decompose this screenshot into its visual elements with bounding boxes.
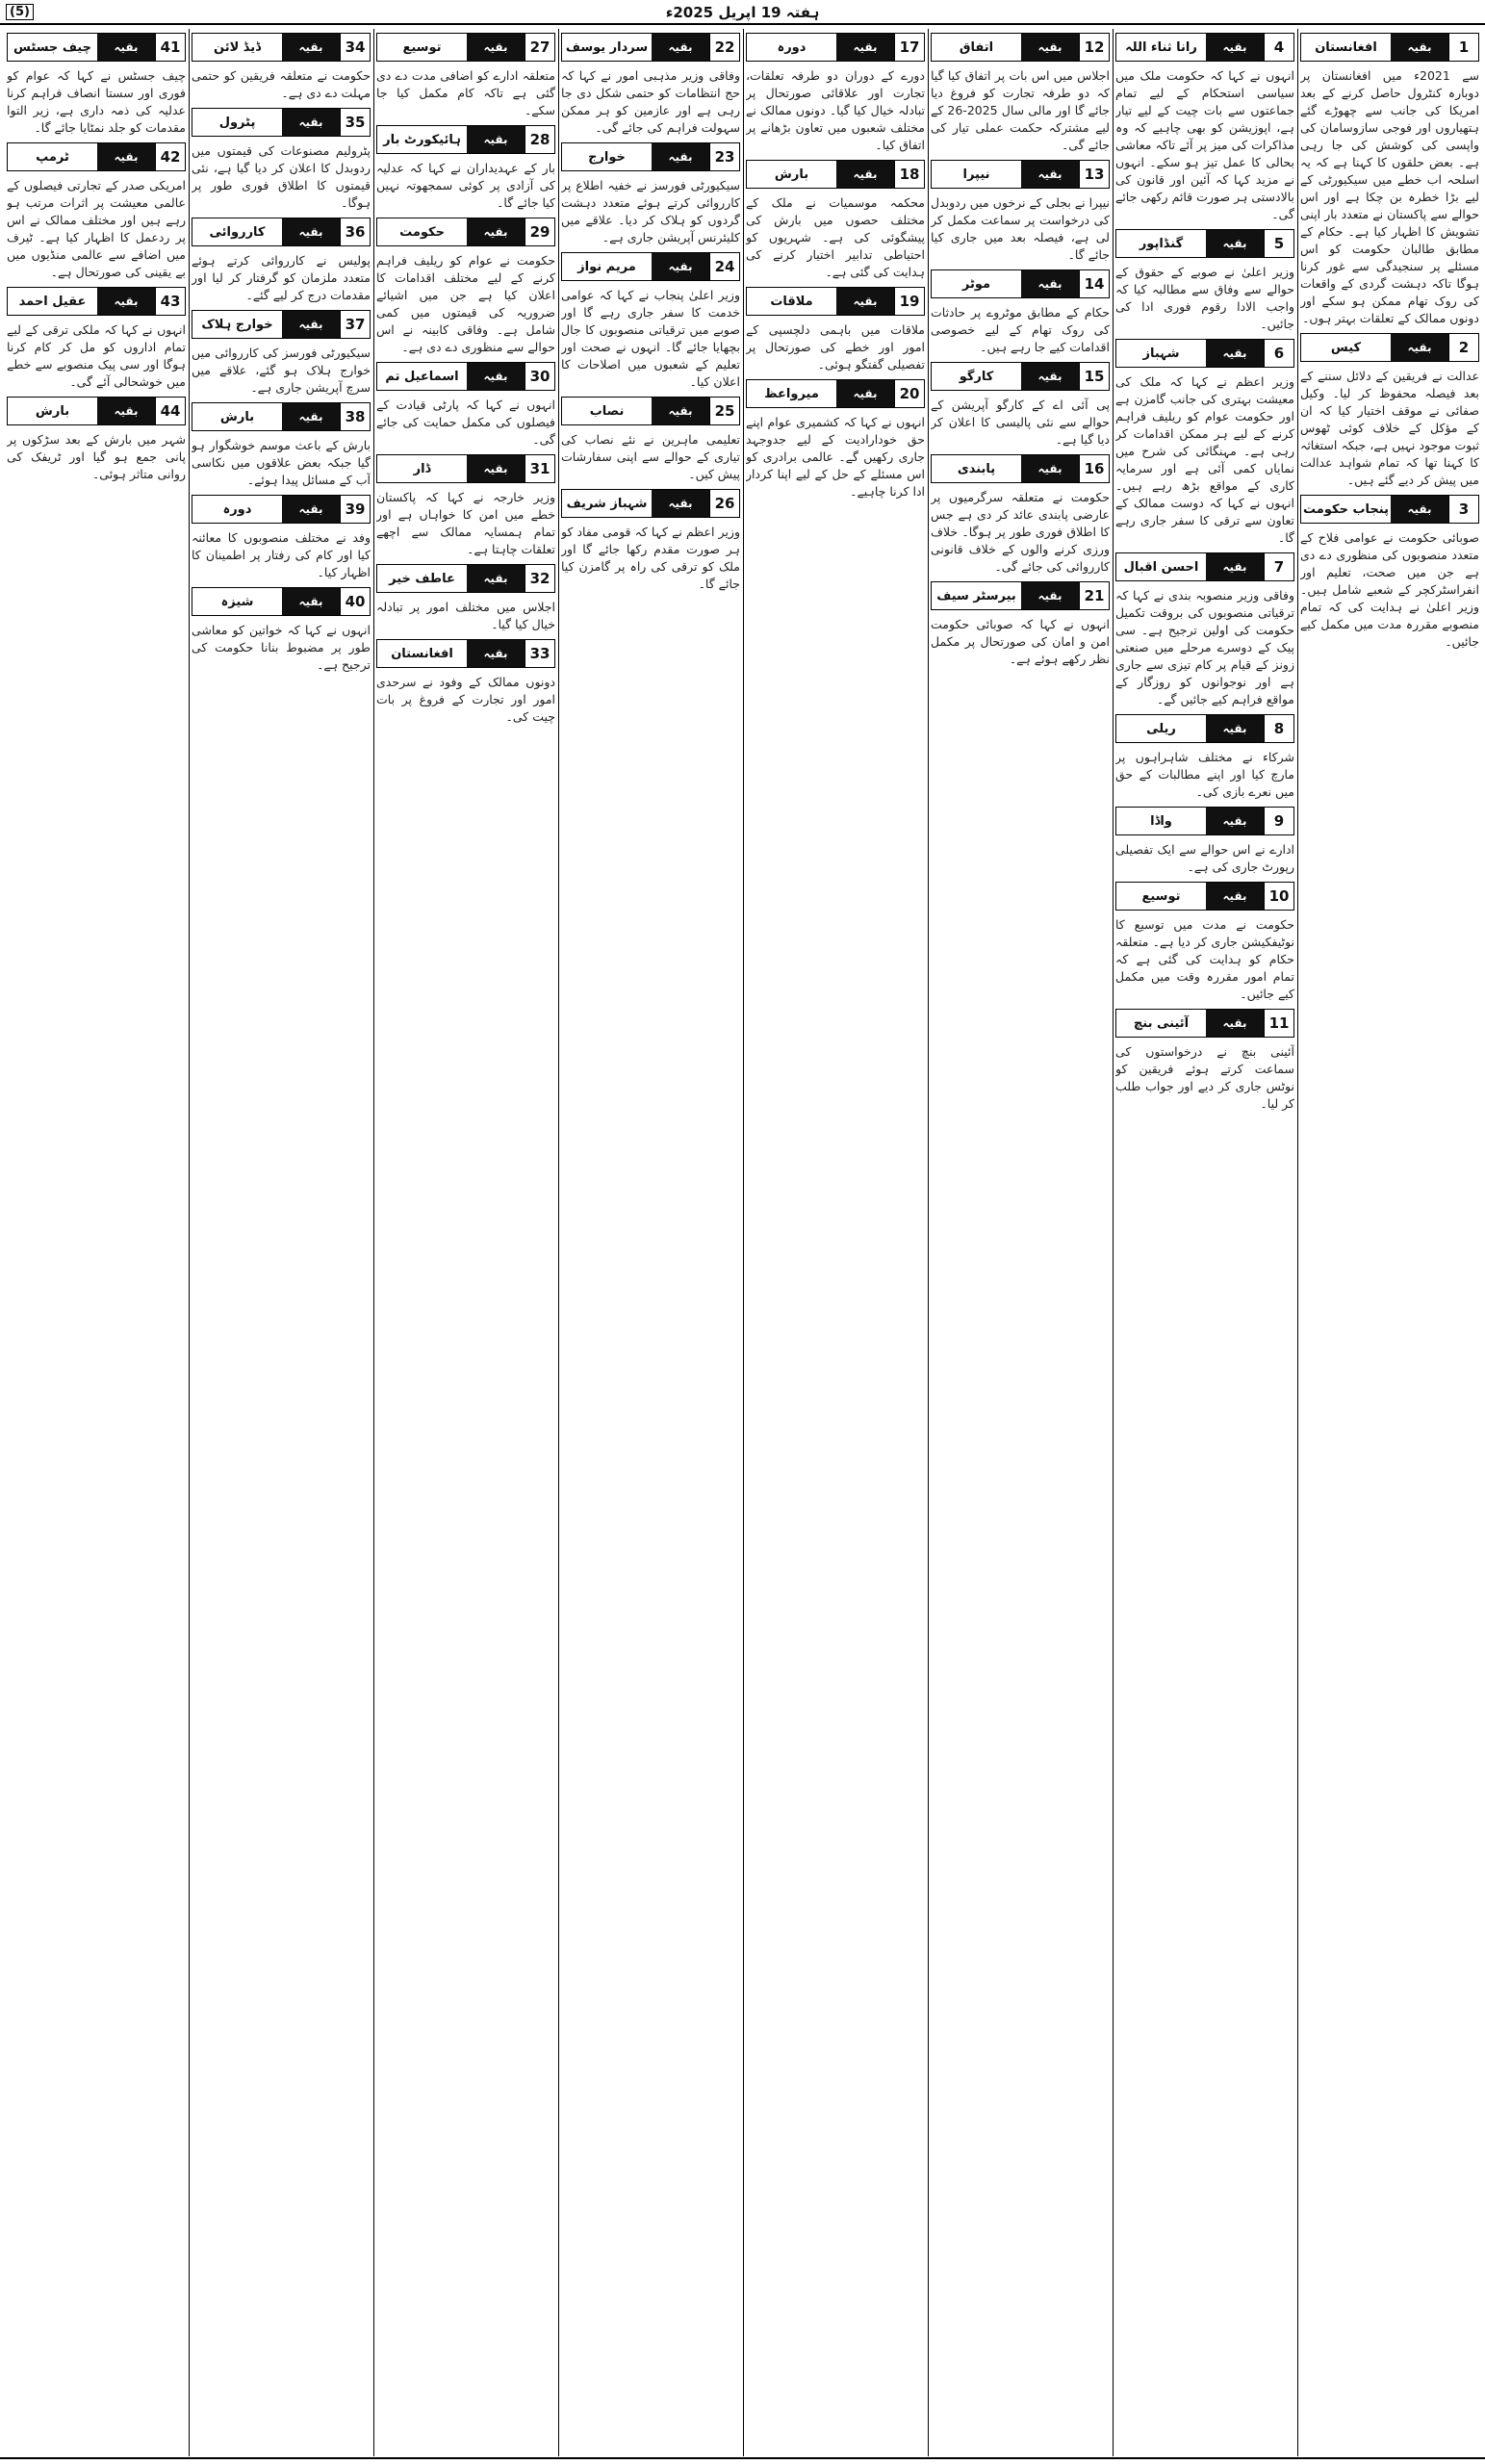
continued-story [561, 489, 740, 593]
continued-story [7, 33, 186, 137]
story-number: 11 [1264, 1010, 1293, 1037]
story-number: 5 [1264, 230, 1293, 257]
continued-story [1115, 807, 1294, 876]
continuation-tag: بقیہ [1206, 715, 1264, 742]
story-number: 10 [1264, 883, 1293, 910]
bottom-rule [0, 2457, 1485, 2459]
continued-story [561, 33, 740, 137]
continuation-header [931, 270, 1110, 298]
continuation-tag: بقیہ [652, 143, 709, 170]
continuation-header [376, 454, 555, 483]
story-title: شیزہ [192, 588, 282, 615]
continuation-header [376, 639, 555, 668]
story-title: سردار یوسف [562, 34, 652, 61]
continuation-tag: بقیہ [97, 34, 155, 61]
continuation-tag: بقیہ [652, 490, 709, 517]
story-title: بارش [8, 398, 97, 424]
continuation-header [746, 379, 925, 408]
continuation-header [7, 33, 186, 62]
story-number: 28 [525, 126, 554, 153]
news-column [7, 29, 186, 2456]
story-body: تعلیمی ماہرین نے نئے نصاب کی تیاری کے حوالے سے اپنی سفارشات پیش کیں۔ [561, 432, 740, 481]
continued-story [192, 495, 371, 581]
continuation-tag: بقیہ [467, 565, 525, 592]
story-number: 21 [1079, 582, 1109, 609]
continuation-tag: بقیہ [1391, 34, 1448, 61]
continuation-tag: بقیہ [652, 253, 709, 280]
story-title: افغانستان [377, 640, 467, 667]
continued-story [746, 160, 925, 281]
continuation-tag: بقیہ [1206, 230, 1264, 257]
continuation-header [1115, 1009, 1294, 1038]
story-number: 29 [525, 218, 554, 245]
story-number: 37 [340, 311, 370, 338]
story-body: حکام کے مطابق موٹروے پر حادثات کی روک تھام کے لیے خصوصی اقدامات کیے جا رہے ہیں۔ [931, 305, 1110, 354]
continued-story [7, 397, 186, 483]
continuation-header [376, 564, 555, 593]
story-number: 31 [525, 455, 554, 482]
continuation-tag: بقیہ [467, 640, 525, 667]
story-title: پٹرول [192, 109, 282, 136]
continued-story [561, 397, 740, 483]
continuation-header [192, 587, 371, 616]
continuation-tag: بقیہ [1206, 553, 1264, 580]
story-body: انہوں نے کہا کہ حکومت ملک میں سیاسی استحکام کے لیے تمام جماعتوں سے بات چیت کے لیے تیار ہے، اپوزیشن کو بھی چاہیے کہ وہ مذاکرات کی میز پر آئے تاکہ معاشی بحالی کا عمل تیز ہو سکے۔ انہوں نے مزید کہا کہ آئین اور قانون کی بالادستی ہر صورت قائم رکھی جائے گی۔ [1115, 68, 1294, 221]
story-title: خوارج ہلاک [192, 311, 282, 338]
continuation-tag: بقیہ [652, 398, 709, 424]
story-number: 30 [525, 363, 554, 390]
story-body: وفاقی وزیر منصوبہ بندی نے کہا کہ ترقیاتی منصوبوں کی بروقت تکمیل حکومت کی اولین ترجیح ہے۔ سی پیک کے دوسرے مرحلے میں صنعتی زونز کے قیام پر کام تیزی سے جاری ہے اور نوجوانوں کو روزگار کے مواقع فراہم کیے جائیں گے۔ [1115, 588, 1294, 706]
continued-story [1115, 229, 1294, 333]
story-number: 41 [155, 34, 185, 61]
continuation-tag: بقیہ [836, 34, 894, 61]
story-body: وزیر خارجہ نے کہا کہ پاکستان خطے میں امن کا خواہاں ہے اور تمام ہمسایہ ممالک سے اچھے تعلقات چاہتا ہے۔ [376, 490, 555, 556]
continuation-header [192, 495, 371, 524]
continuation-header [1300, 495, 1479, 524]
story-body: حکومت نے متعلقہ فریقین کو حتمی مہلت دے دی ہے۔ [192, 68, 371, 100]
story-number: 18 [894, 161, 924, 188]
story-number: 12 [1079, 34, 1109, 61]
continuation-header [376, 33, 555, 62]
continuation-tag: بقیہ [97, 398, 155, 424]
page-number: (5) [6, 4, 34, 20]
news-column [192, 29, 371, 2456]
story-number: 13 [1079, 161, 1109, 188]
story-title: اتفاق [932, 34, 1021, 61]
continued-story [746, 287, 925, 373]
story-title: بارش [192, 403, 282, 430]
continued-story [376, 362, 555, 449]
continuation-header [561, 489, 740, 518]
continuation-header [7, 287, 186, 316]
story-number: 2 [1448, 334, 1478, 361]
story-title: ڈار [377, 455, 467, 482]
continuation-header [746, 160, 925, 189]
story-body: وزیر اعظم نے کہا کہ ملک کی معیشت بہتری کی جانب گامزن ہے اور حکومت عوام کو ریلیف فراہم کرنے کے لیے ہر ممکن اقدامات کر رہی ہے۔ مہنگائی کی شرح میں نمایاں کمی آئی ہے اور سرمایہ کاری کے مواقع بڑھ رہے ہیں۔ انہوں نے کہا کہ دوست ممالک کے تعاون سے ترقی کا سفر جاری رہے گا۔ [1115, 374, 1294, 545]
continuation-tag: بقیہ [1021, 363, 1079, 390]
continuation-header [1115, 229, 1294, 258]
continuation-header [931, 581, 1110, 610]
story-title: رانا ثناء اللہ [1116, 34, 1206, 61]
continuation-tag: بقیہ [652, 34, 709, 61]
continued-story [931, 270, 1110, 356]
story-body: پٹرولیم مصنوعات کی قیمتوں میں ردوبدل کا اعلان کر دیا گیا ہے، نئی قیمتوں کا اطلاق فوری طور پر ہوگا۔ [192, 143, 371, 210]
continuation-header [931, 454, 1110, 483]
story-title: میرواعظ [747, 380, 836, 407]
continued-story [192, 108, 371, 212]
story-body: آئینی بنچ نے درخواستوں کی سماعت کرتے ہوئے فریقین کو نوٹس جاری کر دیے اور جواب طلب کر لیا۔ [1115, 1044, 1294, 1111]
continuation-tag: بقیہ [282, 588, 340, 615]
news-column [1300, 29, 1479, 2456]
continuation-tag: بقیہ [282, 34, 340, 61]
column-rule [189, 29, 190, 2456]
story-body: حکومت نے متعلقہ سرگرمیوں پر عارضی پابندی عائد کر دی ہے جس کا اطلاق فوری طور پر ہوگا۔ خلاف ورزی کرنے والوں کے خلاف قانونی کارروائی کی جائے گی۔ [931, 490, 1110, 574]
story-title: بارش [747, 161, 836, 188]
story-number: 8 [1264, 715, 1293, 742]
story-title: عقیل احمد [8, 288, 97, 315]
continuation-tag: بقیہ [282, 311, 340, 338]
masthead [0, 0, 1485, 25]
column-rule [373, 29, 374, 2456]
story-body: وزیر اعلیٰ پنجاب نے کہا کہ عوامی خدمت کا سفر جاری رہے گا اور صوبے میں ترقیاتی منصوبوں کا جال بچھایا جائے گا۔ انہوں نے صحت اور تعلیم کے شعبوں میں اصلاحات کا اعلان کیا۔ [561, 288, 740, 389]
continuation-tag: بقیہ [1021, 270, 1079, 297]
story-title: دورہ [192, 496, 282, 523]
continuation-tag: بقیہ [1021, 582, 1079, 609]
story-body: انہوں نے کہا کہ کشمیری عوام اپنے حق خودارادیت کے لیے جدوجہد جاری رکھیں گے۔ عالمی برادری کو اس مسئلے کے حل کے لیے اپنا کردار ادا کرنا چاہیے۔ [746, 415, 925, 499]
story-number: 32 [525, 565, 554, 592]
continuation-tag: بقیہ [1206, 34, 1264, 61]
story-body: پی آئی اے کے کارگو آپریشن کے حوالے سے نئی پالیسی کا اعلان کر دیا گیا ہے۔ [931, 398, 1110, 447]
top-rule [0, 23, 1485, 25]
continuation-header [376, 362, 555, 391]
story-number: 27 [525, 34, 554, 61]
story-title: شہباز شریف [562, 490, 652, 517]
story-body: متعلقہ ادارے کو اضافی مدت دے دی گئی ہے تاکہ کام مکمل کیا جا سکے۔ [376, 68, 555, 117]
story-number: 9 [1264, 808, 1293, 834]
story-title: کارگو [932, 363, 1021, 390]
story-number: 36 [340, 218, 370, 245]
story-body: پولیس نے کارروائی کرتے ہوئے متعدد ملزمان کو گرفتار کر لیا اور مقدمات درج کر لیے گئے۔ [192, 253, 371, 302]
story-title: خوارج [562, 143, 652, 170]
column-rule [1113, 29, 1114, 2456]
continuation-header [1115, 882, 1294, 911]
story-title: کارروائی [192, 218, 282, 245]
continued-story [376, 218, 555, 356]
continuation-tag: بقیہ [1206, 1010, 1264, 1037]
continuation-header [1300, 33, 1479, 62]
story-body: سیکیورٹی فورسز کی کارروائی میں خوارج ہلاک ہو گئے، علاقے میں سرچ آپریشن جاری ہے۔ [192, 346, 371, 395]
continued-story [561, 252, 740, 391]
continuation-tag: بقیہ [467, 455, 525, 482]
story-body: عدالت نے فریقین کے دلائل سننے کے بعد فیصلہ محفوظ کر لیا۔ وکیل صفائی نے موقف اختیار کیا کہ ان کے مؤکل کے خلاف کوئی ٹھوس ثبوت موجود نہیں ہے، جبکہ استغاثہ کا کہنا تھا کہ تمام شواہد عدالت میں پیش کر دیے گئے ہیں۔ [1300, 369, 1479, 487]
story-number: 14 [1079, 270, 1109, 297]
story-body: چیف جسٹس نے کہا کہ عوام کو فوری اور سستا انصاف فراہم کرنا عدلیہ کی ذمہ داری ہے، زیر التوا مقدمات کو جلد نمٹایا جائے گا۔ [7, 68, 186, 135]
continued-story [1115, 882, 1294, 1003]
continuation-header [1115, 552, 1294, 581]
story-number: 40 [340, 588, 370, 615]
continuation-header [1115, 714, 1294, 743]
continued-story [376, 454, 555, 558]
continuation-tag: بقیہ [282, 218, 340, 245]
continued-story [931, 454, 1110, 576]
continuation-header [561, 252, 740, 281]
story-number: 19 [894, 288, 924, 315]
story-title: واڈا [1116, 808, 1206, 834]
continued-story [1300, 33, 1479, 327]
story-number: 4 [1264, 34, 1293, 61]
continued-story [931, 362, 1110, 449]
story-number: 35 [340, 109, 370, 136]
continued-story [1115, 339, 1294, 547]
story-title: شہباز [1116, 340, 1206, 367]
continuation-header [1300, 333, 1479, 362]
continuation-tag: بقیہ [282, 403, 340, 430]
continued-story [7, 142, 186, 281]
continuation-tag: بقیہ [282, 496, 340, 523]
continuation-header [746, 33, 925, 62]
story-body: انہوں نے کہا کہ پارٹی قیادت کے فیصلوں کی مکمل حمایت کی جائے گی۔ [376, 398, 555, 447]
news-column [1115, 29, 1294, 2456]
continuation-tag: بقیہ [1021, 34, 1079, 61]
continued-story [1300, 333, 1479, 489]
continuation-tag: بقیہ [1021, 455, 1079, 482]
continued-story [931, 160, 1110, 264]
story-body: دورے کے دوران دو طرفہ تعلقات، تجارت اور علاقائی صورتحال پر تبادلہ خیال کیا گیا۔ دونوں ممالک نے مختلف شعبوں میں تعاون بڑھانے پر اتفاق کیا۔ [746, 68, 925, 152]
continuation-tag: بقیہ [467, 34, 525, 61]
continuation-tag: بقیہ [467, 126, 525, 153]
story-title: دورہ [747, 34, 836, 61]
continued-story [1115, 714, 1294, 801]
continued-story [931, 581, 1110, 668]
story-number: 33 [525, 640, 554, 667]
story-number: 20 [894, 380, 924, 407]
story-body: ملاقات میں باہمی دلچسپی کے امور اور خطے کی صورتحال پر تفصیلی گفتگو ہوئی۔ [746, 322, 925, 372]
column-rule [1297, 29, 1298, 2456]
story-number: 42 [155, 143, 185, 170]
story-body: حکومت نے مدت میں توسیع کا نوٹیفکیشن جاری کر دیا ہے۔ متعلقہ حکام کو ہدایت کی گئی ہے کہ تمام امور مقررہ وقت میں مکمل کیے جائیں۔ [1115, 917, 1294, 1001]
story-title: ٹرمپ [8, 143, 97, 170]
dateline: ہفتہ 19 اپریل 2025ء [665, 4, 820, 21]
story-number: 23 [709, 143, 739, 170]
story-body: شہر میں بارش کے بعد سڑکوں پر پانی جمع ہو گیا اور ٹریفک کی روانی متاثر ہوئی۔ [7, 432, 186, 481]
continuation-header [7, 142, 186, 171]
story-body: اجلاس میں مختلف امور پر تبادلہ خیال کیا گیا۔ [376, 600, 555, 631]
story-title: حکومت [377, 218, 467, 245]
continuation-header [561, 33, 740, 62]
story-number: 6 [1264, 340, 1293, 367]
continuation-header [7, 397, 186, 425]
story-body: حکومت نے عوام کو ریلیف فراہم کرنے کے لیے مختلف اقدامات کا اعلان کیا ہے جن میں اشیائے ضروریہ کی قیمتوں میں کمی شامل ہے۔ وفاقی کابینہ نے اس حوالے سے منظوری دے دی ہے۔ [376, 253, 555, 354]
continued-story [746, 33, 925, 154]
story-title: پابندی [932, 455, 1021, 482]
column-rule [558, 29, 559, 2456]
continuation-header [376, 125, 555, 154]
continuation-tag: بقیہ [1391, 334, 1448, 361]
story-number: 7 [1264, 553, 1293, 580]
story-title: پنجاب حکومت [1301, 496, 1391, 523]
continuation-tag: بقیہ [97, 288, 155, 315]
continued-story [192, 587, 371, 674]
story-number: 16 [1079, 455, 1109, 482]
story-body: نیپرا نے بجلی کے نرخوں میں ردوبدل کی درخواست پر سماعت مکمل کر لی ہے، فیصلہ بعد میں جاری کیا جائے گا۔ [931, 195, 1110, 262]
story-body: دونوں ممالک کے وفود نے سرحدی امور اور تجارت کے فروغ پر بات چیت کی۔ [376, 675, 555, 724]
continuation-tag: بقیہ [282, 109, 340, 136]
continued-story [192, 310, 371, 397]
continuation-header [1115, 807, 1294, 835]
story-title: احسن اقبال [1116, 553, 1206, 580]
story-body: وزیر اعظم نے کہا کہ قومی مفاد کو ہر صورت مقدم رکھا جائے گا اور ملک کو ترقی کی راہ پر گامزن کیا جائے گا۔ [561, 525, 740, 591]
story-title: ڈیڈ لائن [192, 34, 282, 61]
story-title: ریلی [1116, 715, 1206, 742]
story-body: بارش کے باعث موسم خوشگوار ہو گیا جبکہ بعض علاقوں میں نکاسی آب کے مسائل پیدا ہوئے۔ [192, 438, 371, 487]
story-title: افغانستان [1301, 34, 1391, 61]
story-number: 22 [709, 34, 739, 61]
continuation-tag: بقیہ [97, 143, 155, 170]
continuation-tag: بقیہ [1021, 161, 1079, 188]
story-body: بار کے عہدیداران نے کہا کہ عدلیہ کی آزادی پر کوئی سمجھوتہ نہیں کیا جائے گا۔ [376, 161, 555, 210]
story-title: توسیع [377, 34, 467, 61]
column-rule [743, 29, 744, 2456]
story-number: 17 [894, 34, 924, 61]
story-number: 25 [709, 398, 739, 424]
story-body: وفاقی وزیر مذہبی امور نے کہا کہ حج انتظامات کو حتمی شکل دی جا رہی ہے اور عازمین کو ہر ممکن سہولت فراہم کی جائے گی۔ [561, 68, 740, 135]
story-body: امریکی صدر کے تجارتی فیصلوں کے عالمی معیشت پر اثرات مرتب ہو رہے ہیں اور مختلف ممالک نے اس پر ردعمل کا اظہار کیا ہے۔ ٹیرف میں اضافے سے عالمی منڈیوں میں بے یقینی کی صورتحال ہے۔ [7, 178, 186, 279]
story-number: 15 [1079, 363, 1109, 390]
continuation-tag: بقیہ [836, 288, 894, 315]
story-number: 3 [1448, 496, 1478, 523]
continued-story [192, 402, 371, 489]
news-column [376, 29, 555, 2456]
continued-story [376, 33, 555, 119]
story-number: 34 [340, 34, 370, 61]
continuation-tag: بقیہ [1206, 340, 1264, 367]
story-body: وفد نے مختلف منصوبوں کا معائنہ کیا اور کام کی رفتار پر اطمینان کا اظہار کیا۔ [192, 530, 371, 579]
story-title: توسیع [1116, 883, 1206, 910]
news-column [931, 29, 1110, 2456]
story-body: انہوں نے کہا کہ صوبائی حکومت امن و امان کی صورتحال پر مکمل نظر رکھے ہوئے ہے۔ [931, 617, 1110, 666]
continuation-tag: بقیہ [836, 380, 894, 407]
continued-story [1300, 495, 1479, 651]
story-number: 38 [340, 403, 370, 430]
story-number: 24 [709, 253, 739, 280]
story-body: صوبائی حکومت نے عوامی فلاح کے متعدد منصوبوں کی منظوری دے دی ہے جن میں صحت، تعلیم اور انفراسٹرکچر کے شعبے شامل ہیں۔ وزیر اعلیٰ نے ہدایت کی کہ تمام منصوبے مقررہ مدت میں مکمل کیے جائیں۔ [1300, 530, 1479, 649]
continued-story [561, 142, 740, 246]
continuation-tag: بقیہ [1391, 496, 1448, 523]
continuation-header [746, 287, 925, 316]
story-title: گنڈاپور [1116, 230, 1206, 257]
continued-story [376, 564, 555, 633]
continuation-header [192, 108, 371, 137]
story-title: نصاب [562, 398, 652, 424]
story-number: 26 [709, 490, 739, 517]
story-body: محکمہ موسمیات نے ملک کے مختلف حصوں میں بارش کی پیشگوئی کی ہے۔ شہریوں کو احتیاطی تدابیر اختیار کرنے کی ہدایت کی گئی ہے۔ [746, 195, 925, 279]
story-body: انہوں نے کہا کہ ملکی ترقی کے لیے تمام اداروں کو مل کر کام کرنا ہوگا اور سی پیک منصوبے سے خطے میں خوشحالی آئے گی۔ [7, 322, 186, 389]
continued-story [376, 125, 555, 212]
continued-story [376, 639, 555, 726]
story-title: ہائیکورٹ بار [377, 126, 467, 153]
story-body: ادارے نے اس حوالے سے ایک تفصیلی رپورٹ جاری کی ہے۔ [1115, 842, 1294, 874]
story-number: 44 [155, 398, 185, 424]
continuation-tag: بقیہ [467, 218, 525, 245]
story-title: عاطف خیر [377, 565, 467, 592]
continuation-header [931, 160, 1110, 189]
continuation-header [931, 362, 1110, 391]
news-column [746, 29, 925, 2456]
continuation-tag: بقیہ [836, 161, 894, 188]
continued-story [1115, 1009, 1294, 1113]
continued-story [192, 33, 371, 102]
continuation-tag: بقیہ [467, 363, 525, 390]
story-title: اسماعیل تم [377, 363, 467, 390]
column-rule [928, 29, 929, 2456]
continuation-header [561, 142, 740, 171]
story-title: بیرسٹر سیف [932, 582, 1021, 609]
continued-story [1115, 33, 1294, 223]
continuation-header [1115, 33, 1294, 62]
story-body: وزیر اعلیٰ نے صوبے کے حقوق کے حوالے سے وفاق سے مطالبہ کیا کہ واجب الادا رقوم فوری ادا کی جائیں۔ [1115, 265, 1294, 331]
continuation-header [192, 218, 371, 246]
continuation-header [376, 218, 555, 246]
continued-story [1115, 552, 1294, 708]
continuation-header [192, 402, 371, 431]
story-title: مریم نواز [562, 253, 652, 280]
story-body: سے 2021ء میں افغانستان پر دوبارہ کنٹرول حاصل کرنے کے بعد امریکا کی جانب سے چھوڑے گئے ہتھیاروں اور فوجی سازوسامان کی واپسی کی کوشش کی جا رہی ہے۔ بعض حلقوں کا کہنا ہے کہ یہ اسلحہ اب خطے میں سیکیورٹی کے لیے بڑا خطرہ بن چکا ہے اور اس حوالے سے پاکستان نے متعدد بار اپنی تشویش کا اظہار کیا ہے۔ حکام کے مطابق طالبان حکومت کو اس مسئلے پر سنجیدگی سے غور کرنا ہوگا تاکہ دہشت گردی کے واقعات کی روک تھام ممکن ہو سکے اور دونوں ممالک کے تعلقات بہتر ہوں۔ [1300, 68, 1479, 325]
story-body: اجلاس میں اس بات پر اتفاق کیا گیا کہ دو طرفہ تجارت کو فروغ دیا جائے گا اور مالی سال 2025-26 کے لیے مشترکہ حکمت عملی تیار کی جائے گی۔ [931, 68, 1110, 152]
story-title: کیس [1301, 334, 1391, 361]
story-title: آئینی بنچ [1116, 1010, 1206, 1037]
continuation-tag: بقیہ [1206, 808, 1264, 834]
story-title: چیف جسٹس [8, 34, 97, 61]
story-title: موٹر [932, 270, 1021, 297]
continuation-tag: بقیہ [1206, 883, 1264, 910]
story-body: شرکاء نے مختلف شاہراہوں پر مارچ کیا اور اپنے مطالبات کے حق میں نعرے بازی کی۔ [1115, 750, 1294, 799]
story-title: ملاقات [747, 288, 836, 315]
story-body: سیکیورٹی فورسز نے خفیہ اطلاع پر کارروائی کرتے ہوئے متعدد دہشت گردوں کو ہلاک کر دیا۔ علاقے میں کلیئرنس آپریشن جاری ہے۔ [561, 178, 740, 244]
story-number: 39 [340, 496, 370, 523]
story-title: نیپرا [932, 161, 1021, 188]
story-number: 1 [1448, 34, 1478, 61]
news-column [561, 29, 740, 2456]
story-body: انہوں نے کہا کہ خواتین کو معاشی طور پر مضبوط بنانا حکومت کی ترجیح ہے۔ [192, 623, 371, 672]
continued-story [7, 287, 186, 391]
continuation-header [1115, 339, 1294, 368]
continued-story [746, 379, 925, 500]
continuation-header [931, 33, 1110, 62]
story-number: 43 [155, 288, 185, 315]
continuation-header [561, 397, 740, 425]
continued-story [192, 218, 371, 304]
continuation-header [192, 310, 371, 339]
continuation-header [192, 33, 371, 62]
continued-story [931, 33, 1110, 154]
